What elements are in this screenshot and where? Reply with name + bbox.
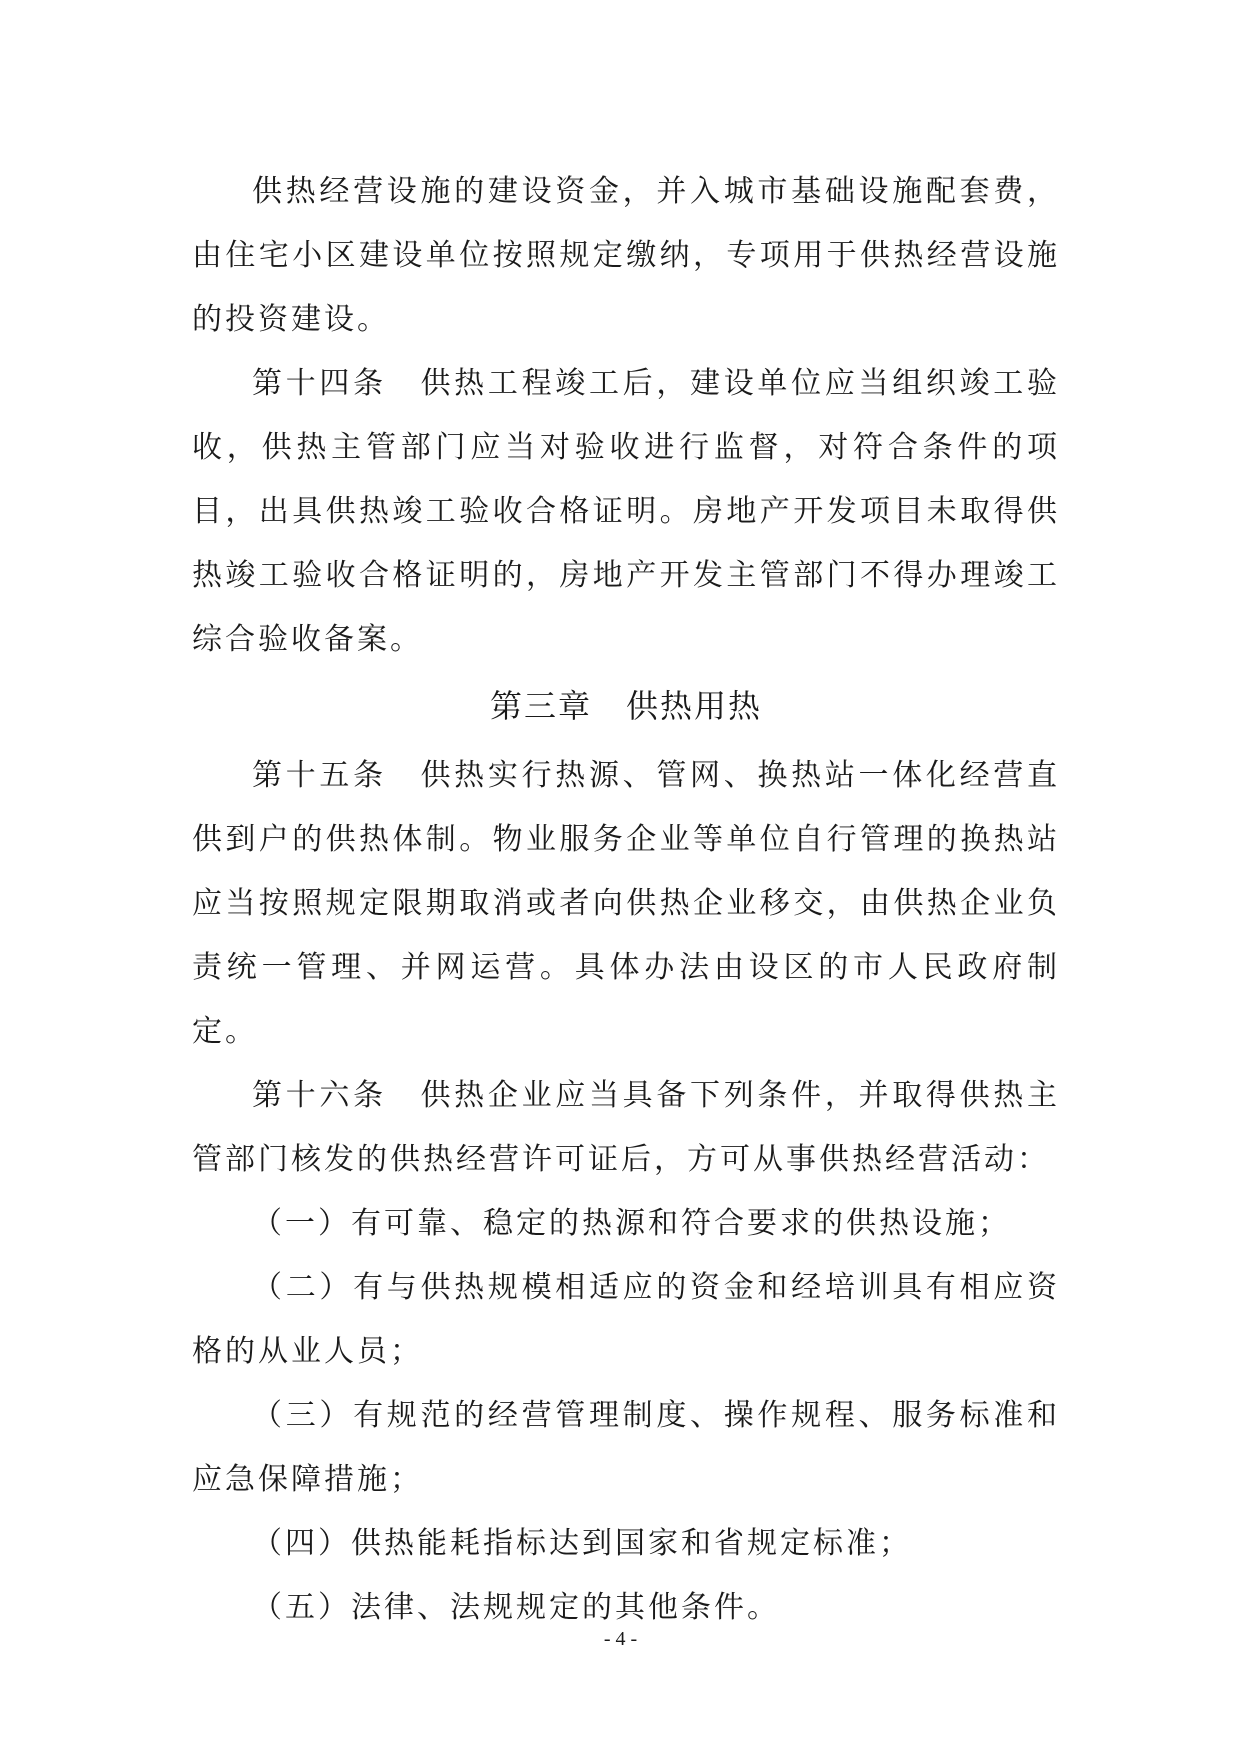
list-item-condition-3: （三）有规范的经营管理制度、操作规程、服务标准和应急保障措施； — [192, 1398, 1060, 1497]
paragraph-article-15: 第十五条 供热实行热源、管网、换热站一体化经营直供到户的供热体制。物业服务企业等单位自行管理的换热站应当按照规定限期取消或者向供热企业移交，由供热企业负责统一管理、并网运营。具体办法由设区的市人民政府制定。 — [192, 758, 1060, 1049]
chapter-title: 第三章 供热用热 — [489, 687, 762, 725]
list-item-condition-2: （二）有与供热规模相适应的资金和经培训具有相应资格的从业人员； — [192, 1270, 1060, 1369]
list-item-condition-5: （五）法律、法规规定的其他条件。 — [252, 1590, 780, 1625]
paragraph-article-16: 第十六条 供热企业应当具备下列条件，并取得供热主管部门核发的供热经营许可证后，方可从事供热经营活动： — [192, 1078, 1060, 1177]
document-body — [192, 160, 1060, 1640]
page-number: - 4 - — [603, 1628, 638, 1650]
list-item-condition-4: （四）供热能耗指标达到国家和省规定标准； — [252, 1526, 912, 1561]
list-item-condition-1: （一）有可靠、稳定的热源和符合要求的供热设施； — [252, 1206, 1011, 1241]
paragraph-article-14: 第十四条 供热工程竣工后，建设单位应当组织竣工验收，供热主管部门应当对验收进行监督，对符合条件的项目，出具供热竣工验收合格证明。房地产开发项目未取得供热竣工验收合格证明的，房地产开发主管部门不得办理竣工综合验收备案。 — [192, 366, 1060, 657]
paragraph-construction-funds: 供热经营设施的建设资金，并入城市基础设施配套费，由住宅小区建设单位按照规定缴纳，专项用于供热经营设施的投资建设。 — [192, 174, 1060, 337]
